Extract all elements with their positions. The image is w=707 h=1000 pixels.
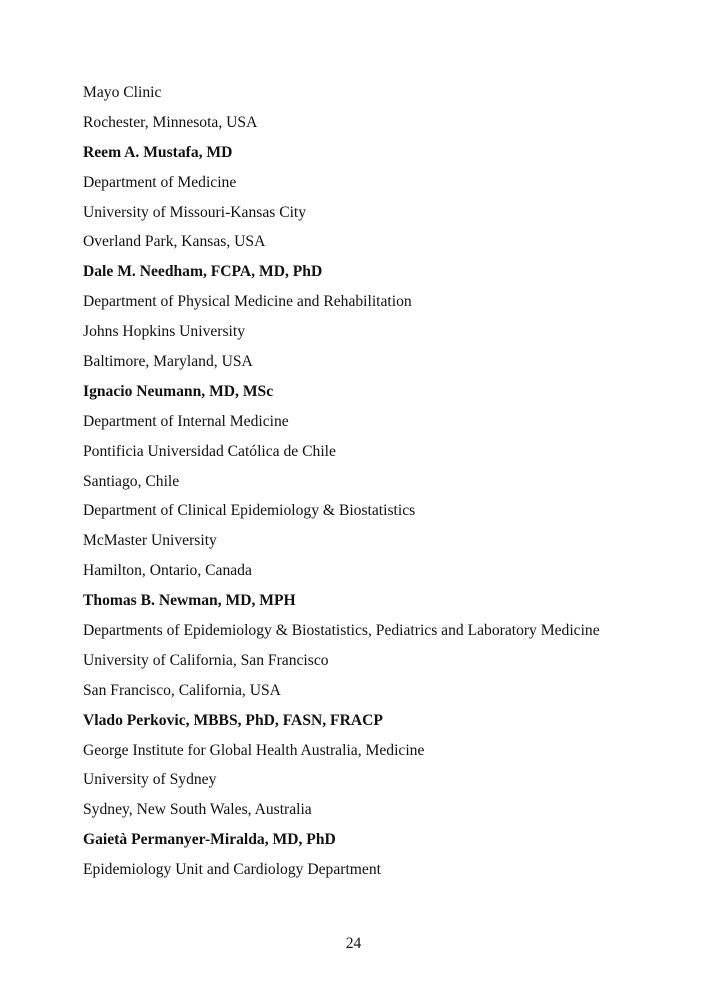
author-name: Gaietà Permanyer-Miralda, MD, PhD	[83, 831, 336, 849]
page-number: 24	[345, 935, 362, 952]
affiliation-line: Rochester, Minnesota, USA	[83, 113, 258, 131]
author-name: Dale M. Needham, FCPA, MD, PhD	[83, 263, 323, 281]
author-name: Ignacio Neumann, MD, MSc	[83, 382, 274, 400]
affiliation-line: Baltimore, Maryland, USA	[83, 353, 253, 371]
affiliation-line: Departments of Epidemiology & Biostatistics, Pediatrics and Laboratory Medicine	[83, 622, 600, 640]
affiliation-line: San Francisco, California, USA	[83, 681, 281, 699]
author-name: Reem A. Mustafa, MD	[83, 143, 233, 161]
affiliation-line: Sydney, New South Wales, Australia	[83, 801, 312, 819]
affiliation-line: Santiago, Chile	[83, 472, 180, 490]
affiliation-line: University of Missouri-Kansas City	[83, 203, 307, 221]
affiliation-line: Department of Physical Medicine and Rehabilitation	[83, 293, 412, 311]
affiliation-line: Department of Clinical Epidemiology & Biostatistics	[83, 502, 416, 520]
affiliation-line: McMaster University	[83, 532, 217, 550]
affiliation-line: Department of Medicine	[83, 173, 237, 191]
affiliation-line: Epidemiology Unit and Cardiology Department	[83, 861, 381, 879]
affiliation-line: George Institute for Global Health Australia, Medicine	[83, 741, 425, 759]
affiliation-line: University of California, San Francisco	[83, 651, 329, 669]
affiliation-line: Department of Internal Medicine	[83, 412, 289, 430]
affiliation-line: University of Sydney	[83, 771, 217, 789]
affiliation-line: Johns Hopkins University	[83, 323, 246, 341]
author-name: Vlado Perkovic, MBBS, PhD, FASN, FRACP	[83, 711, 383, 729]
affiliation-line: Pontificia Universidad Católica de Chile	[83, 442, 336, 460]
affiliation-list	[83, 83, 623, 890]
affiliation-line: Hamilton, Ontario, Canada	[83, 562, 252, 580]
affiliation-line: Overland Park, Kansas, USA	[83, 233, 266, 251]
author-name: Thomas B. Newman, MD, MPH	[83, 592, 296, 610]
affiliation-line: Mayo Clinic	[83, 84, 162, 101]
